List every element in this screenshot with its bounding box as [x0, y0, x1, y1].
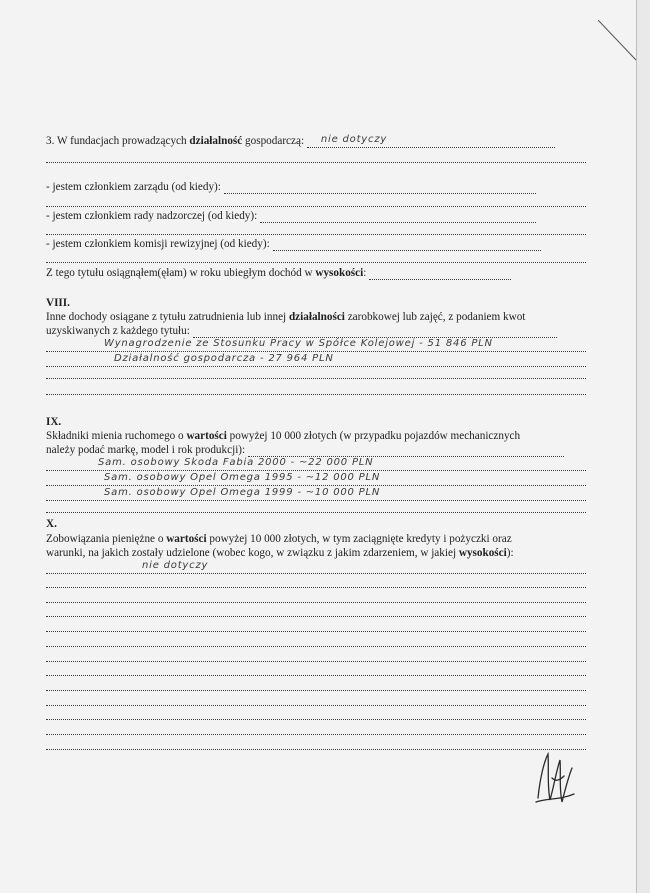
- blank-line: [46, 224, 592, 235]
- zarzad-label: - jestem członkiem zarządu (od kiedy):: [46, 181, 221, 193]
- income-entry-1: Wynagrodzenie ze Stosunku Pracy w Spółce Kolejowej - 51 846 PLN: [104, 338, 493, 349]
- blank-line: [46, 384, 592, 395]
- section-8-entry: [46, 353, 592, 367]
- liabilities-handwritten-answer: nie dotyczy: [142, 560, 209, 571]
- dochod-line: [46, 266, 592, 280]
- blank-line: [46, 252, 592, 263]
- blank-line: [46, 196, 592, 207]
- blank-line: [46, 739, 592, 750]
- section-8-entry: [46, 338, 592, 352]
- dochod-end: :: [363, 267, 367, 279]
- section-10-line1: Zobowiązania pieniężne o wartości powyżej 10 000 złotych, w tym zaciągnięte kredyty i pożyczki oraz: [46, 533, 512, 545]
- asset-entry-2: Sam. osobowy Opel Omega 1995 - ~12 000 PLN: [104, 472, 381, 483]
- section-9-heading: IX.: [46, 416, 62, 428]
- section-9-entry: [46, 472, 592, 486]
- asset-entry-1: Sam. osobowy Skoda Fabia 2000 - ~22 000 PLN: [98, 457, 374, 468]
- blank-line: [46, 665, 592, 676]
- blank-line: [46, 621, 592, 632]
- dochod-bold: wysokości: [315, 267, 364, 279]
- blank-line: [46, 636, 592, 647]
- blank-line: [46, 368, 592, 379]
- section-9-line2: należy podać markę, model i rok produkcji):: [46, 443, 592, 457]
- section-8-line1: Inne dochody osiągane z tytułu zatrudnienia lub innej działalności zarobkowej lub zajęć, z podaniem kwot: [46, 311, 526, 323]
- zarzad-line: [46, 180, 592, 194]
- fundacje-lead: 3. W fundacjach prowadzących: [46, 135, 190, 147]
- zarzad-answer-line: [224, 183, 536, 194]
- blank-line: [46, 606, 592, 617]
- signature-image: [530, 748, 580, 808]
- blank-line: [46, 152, 592, 163]
- fundacje-answer-line: [307, 134, 555, 148]
- rada-answer-line: [260, 212, 536, 223]
- fundacje-line: [46, 134, 592, 148]
- section-9-line1: Składniki mienia ruchomego o wartości powyżej 10 000 złotych (w przypadku pojazdów mechanicznych: [46, 430, 521, 442]
- komisja-line: [46, 237, 592, 251]
- section-9-entry: [46, 487, 592, 501]
- fundacje-rest: gospodarczą:: [242, 135, 305, 147]
- fundacje-bold: działalność: [189, 135, 243, 147]
- section-10-heading: X.: [46, 518, 57, 530]
- blank-line: [46, 724, 592, 735]
- income-entry-2: Działalność gospodarcza - 27 964 PLN: [114, 353, 334, 364]
- blank-line: [46, 592, 592, 603]
- komisja-label: - jestem członkiem komisji rewizyjnej (od kiedy):: [46, 238, 270, 250]
- rada-label: - jestem członkiem rady nadzorczej (od kiedy):: [46, 210, 258, 222]
- section-10-answer: [46, 560, 592, 574]
- blank-line: [46, 651, 592, 662]
- blank-line: [46, 577, 592, 588]
- dochod-lead: Z tego tytułu osiągnąłem(ęłam) w roku ubiegłym dochód w: [46, 267, 316, 279]
- section-8-heading: VIII.: [46, 297, 70, 309]
- blank-line: [46, 695, 592, 706]
- komisja-answer-line: [273, 240, 541, 251]
- rada-line: [46, 209, 592, 223]
- asset-entry-3: Sam. osobowy Opel Omega 1999 - ~10 000 PLN: [104, 487, 381, 498]
- section-8-line2: uzyskiwanych z każdego tytułu:: [46, 324, 592, 338]
- section-9-entry: [46, 457, 592, 471]
- fundacje-handwritten-answer: nie dotyczy: [320, 134, 388, 145]
- dochod-answer-line: [369, 269, 511, 280]
- page-fold-mark: [598, 20, 638, 62]
- blank-line: [46, 680, 592, 691]
- section-10-line2: warunki, na jakich zostały udzielone (wobec kogo, w związku z jakim zdarzeniem, w jakiej wysokości):: [46, 547, 514, 559]
- blank-line: [46, 502, 592, 513]
- blank-line: [46, 709, 592, 720]
